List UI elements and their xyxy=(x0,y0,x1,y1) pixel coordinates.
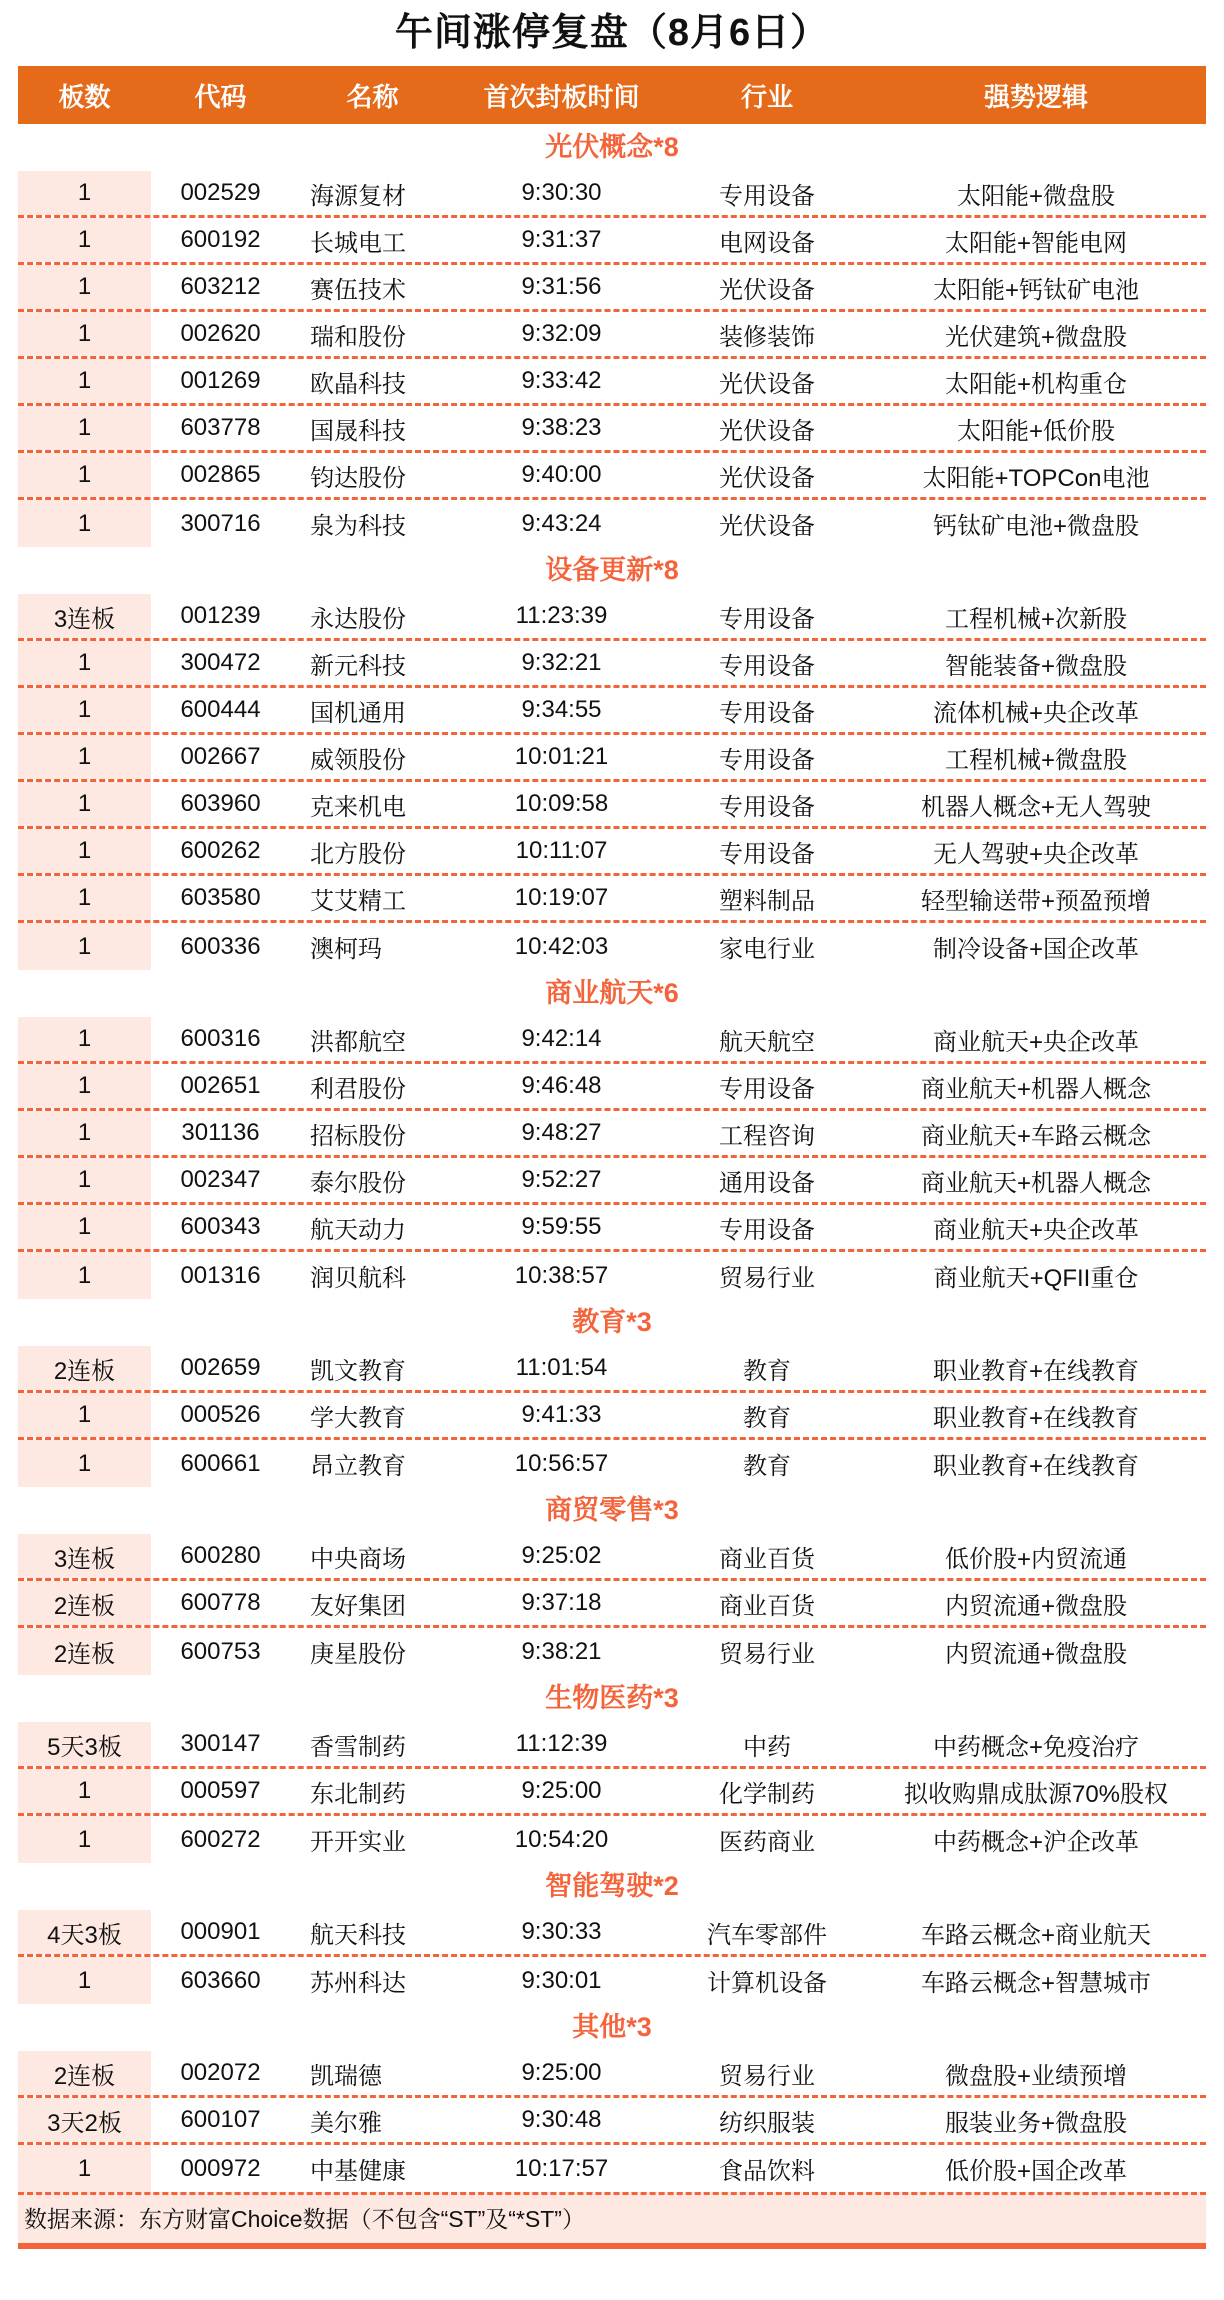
section-title: 其他*3 xyxy=(572,2012,652,2042)
cell-first-seal-time: 9:43:24 xyxy=(521,509,602,537)
cell-industry: 专用设备 xyxy=(719,840,815,868)
table-row xyxy=(18,876,1206,923)
cell-boards: 1 xyxy=(18,1957,151,2004)
cell-code: 001269 xyxy=(180,367,261,394)
cell-industry: 光伏设备 xyxy=(719,276,815,304)
cell-code: 002620 xyxy=(180,320,261,347)
cell-name: 昂立教育 xyxy=(310,1453,406,1480)
section-title: 光伏概念*8 xyxy=(545,132,679,162)
cell-code: 000597 xyxy=(180,1777,261,1804)
cell-industry: 光伏设备 xyxy=(719,370,815,398)
header-name: 名称 xyxy=(346,81,399,112)
table-row xyxy=(18,688,1206,735)
cell-logic: 太阳能+TOPCon电池 xyxy=(922,464,1150,492)
cell-industry: 教育 xyxy=(743,1453,791,1480)
cell-first-seal-time: 9:32:21 xyxy=(521,649,602,676)
cell-boards: 1 xyxy=(18,876,151,920)
cell-logic: 车路云概念+智慧城市 xyxy=(920,1970,1151,1997)
cell-name: 利君股份 xyxy=(310,1075,406,1103)
cell-boards: 1 xyxy=(18,359,151,403)
cell-logic: 制冷设备+国企改革 xyxy=(932,936,1139,963)
cell-name: 艾艾精工 xyxy=(310,887,406,915)
cell-boards: 1 xyxy=(18,688,151,732)
cell-logic: 职业教育+在线教育 xyxy=(932,1404,1139,1432)
cell-name: 招标股份 xyxy=(310,1122,406,1150)
table-row xyxy=(18,1158,1206,1205)
cell-first-seal-time: 10:11:07 xyxy=(515,837,608,864)
cell-boards: 1 xyxy=(18,829,151,873)
table-row xyxy=(18,1957,1206,2004)
cell-code: 600343 xyxy=(180,1213,261,1240)
table-row xyxy=(18,1816,1206,1863)
cell-logic: 内贸流通+微盘股 xyxy=(944,1592,1127,1620)
cell-industry: 专用设备 xyxy=(719,1075,815,1103)
cell-name: 克来机电 xyxy=(310,793,406,821)
cell-boards: 2连板 xyxy=(18,1581,151,1625)
cell-industry: 中药 xyxy=(743,1733,791,1761)
cell-code: 600262 xyxy=(180,837,261,864)
cell-code: 603580 xyxy=(180,884,261,911)
cell-industry: 商业百货 xyxy=(719,1592,815,1620)
cell-code: 603778 xyxy=(180,414,261,441)
cell-code: 300472 xyxy=(180,649,261,676)
cell-boards: 1 xyxy=(18,453,151,497)
table-row xyxy=(18,1581,1206,1628)
table-row xyxy=(18,500,1206,547)
cell-industry: 专用设备 xyxy=(719,746,815,774)
cell-boards: 2连板 xyxy=(18,1628,151,1675)
table-row xyxy=(18,594,1206,641)
cell-first-seal-time: 9:42:14 xyxy=(521,1025,602,1052)
cell-boards: 1 xyxy=(18,265,151,309)
cell-first-seal-time: 9:30:33 xyxy=(521,1918,602,1945)
cell-code: 002659 xyxy=(180,1354,261,1381)
cell-boards: 2连板 xyxy=(18,1346,151,1390)
cell-industry: 教育 xyxy=(743,1357,791,1385)
cell-industry: 通用设备 xyxy=(719,1169,815,1197)
cell-name: 洪都航空 xyxy=(310,1028,406,1056)
cell-name: 国晟科技 xyxy=(310,417,406,445)
cell-first-seal-time: 9:30:30 xyxy=(521,179,602,206)
cell-boards: 1 xyxy=(18,641,151,685)
table-row xyxy=(18,265,1206,312)
cell-first-seal-time: 9:32:09 xyxy=(521,320,602,347)
cell-code: 603212 xyxy=(180,273,261,300)
cell-first-seal-time: 10:09:58 xyxy=(514,790,609,817)
cell-industry: 商业百货 xyxy=(719,1545,815,1573)
cell-industry: 光伏设备 xyxy=(719,417,815,445)
cell-first-seal-time: 9:46:48 xyxy=(521,1072,602,1099)
cell-logic: 低价股+内贸流通 xyxy=(944,1545,1127,1573)
cell-boards: 1 xyxy=(18,1252,151,1299)
table-body xyxy=(18,124,1206,2192)
cell-logic: 车路云概念+商业航天 xyxy=(920,1921,1151,1949)
table-row xyxy=(18,2098,1206,2145)
cell-industry: 医药商业 xyxy=(719,1829,815,1856)
table-row xyxy=(18,735,1206,782)
cell-name: 凯瑞德 xyxy=(310,2062,382,2090)
cell-first-seal-time: 10:56:57 xyxy=(514,1449,609,1477)
cell-boards: 1 xyxy=(18,1393,151,1437)
cell-boards: 1 xyxy=(18,218,151,262)
cell-industry: 专用设备 xyxy=(719,699,815,727)
cell-code: 300716 xyxy=(180,509,261,537)
cell-logic: 商业航天+车路云概念 xyxy=(920,1122,1151,1150)
cell-code: 600192 xyxy=(180,226,261,253)
cell-name: 北方股份 xyxy=(310,840,406,868)
table-row xyxy=(18,1628,1206,1675)
cell-code: 000526 xyxy=(180,1401,261,1428)
cell-first-seal-time: 9:25:02 xyxy=(521,1542,602,1569)
header-code: 代码 xyxy=(194,81,247,112)
table-row xyxy=(18,1440,1206,1487)
table-row xyxy=(18,359,1206,406)
cell-industry: 航天航空 xyxy=(719,1028,815,1056)
header-first-seal-time: 首次封板时间 xyxy=(483,81,640,112)
cell-logic: 商业航天+央企改革 xyxy=(932,1028,1139,1056)
header-boards: 板数 xyxy=(58,81,111,112)
cell-logic: 流体机械+央企改革 xyxy=(932,699,1139,727)
cell-code: 000901 xyxy=(180,1918,261,1945)
cell-logic: 服装业务+微盘股 xyxy=(944,2109,1127,2137)
table-row xyxy=(18,312,1206,359)
cell-name: 航天科技 xyxy=(310,1921,406,1949)
cell-code: 600336 xyxy=(180,932,261,960)
cell-code: 301136 xyxy=(181,1119,260,1146)
cell-first-seal-time: 10:54:20 xyxy=(514,1825,609,1853)
cell-first-seal-time: 9:41:33 xyxy=(521,1401,602,1428)
table-row xyxy=(18,1064,1206,1111)
cell-name: 中央商场 xyxy=(310,1545,406,1573)
cell-code: 002667 xyxy=(180,743,261,770)
cell-boards: 1 xyxy=(18,1064,151,1108)
cell-boards: 1 xyxy=(18,735,151,779)
cell-boards: 1 xyxy=(18,406,151,450)
cell-first-seal-time: 9:59:55 xyxy=(521,1213,602,1240)
cell-industry: 工程咨询 xyxy=(719,1122,815,1150)
cell-industry: 贸易行业 xyxy=(719,2062,815,2090)
cell-boards: 4天3板 xyxy=(18,1910,151,1954)
page-title: 午间涨停复盘（8月6日） xyxy=(394,12,830,54)
cell-logic: 商业航天+机器人概念 xyxy=(920,1075,1151,1103)
cell-logic: 工程机械+微盘股 xyxy=(944,746,1127,774)
table-row xyxy=(18,641,1206,688)
cell-boards: 1 xyxy=(18,923,151,970)
section-title: 教育*3 xyxy=(572,1307,652,1337)
cell-logic: 太阳能+微盘股 xyxy=(956,182,1115,210)
cell-logic: 拟收购鼎成肽源70%股权 xyxy=(903,1780,1169,1808)
cell-first-seal-time: 11:01:54 xyxy=(515,1354,608,1381)
cell-boards: 3天2板 xyxy=(18,2098,151,2142)
cell-industry: 专用设备 xyxy=(719,182,815,210)
cell-name: 威领股份 xyxy=(310,746,406,774)
cell-logic: 商业航天+机器人概念 xyxy=(920,1169,1151,1197)
cell-name: 庚星股份 xyxy=(310,1641,406,1668)
cell-industry: 光伏设备 xyxy=(719,464,815,492)
cell-code: 600280 xyxy=(180,1542,261,1569)
cell-industry: 计算机设备 xyxy=(707,1970,827,1997)
cell-logic: 太阳能+机构重仓 xyxy=(944,370,1127,398)
cell-industry: 装修装饰 xyxy=(719,323,815,351)
cell-code: 603960 xyxy=(180,790,261,817)
table-row xyxy=(18,1722,1206,1769)
cell-code: 600444 xyxy=(180,696,261,723)
cell-name: 航天动力 xyxy=(310,1216,406,1244)
cell-code: 600107 xyxy=(180,2106,261,2133)
cell-logic: 微盘股+业绩预增 xyxy=(944,2062,1127,2090)
cell-boards: 1 xyxy=(18,1111,151,1155)
cell-logic: 机器人概念+无人驾驶 xyxy=(920,793,1151,821)
cell-boards: 5天3板 xyxy=(18,1722,151,1766)
cell-boards: 2连板 xyxy=(18,2051,151,2095)
cell-industry: 食品饮料 xyxy=(719,2158,815,2185)
cell-first-seal-time: 10:17:57 xyxy=(514,2154,609,2182)
cell-logic: 低价股+国企改革 xyxy=(944,2158,1127,2185)
section-title: 设备更新*8 xyxy=(545,555,679,585)
limit-up-table xyxy=(18,66,1206,2249)
table-row xyxy=(18,1769,1206,1816)
cell-logic: 光伏建筑+微盘股 xyxy=(944,323,1127,351)
cell-logic: 商业航天+央企改革 xyxy=(932,1216,1139,1244)
cell-logic: 商业航天+QFII重仓 xyxy=(933,1265,1139,1292)
cell-boards: 1 xyxy=(18,2145,151,2192)
table-row xyxy=(18,171,1206,218)
cell-first-seal-time: 11:23:39 xyxy=(515,602,608,629)
cell-name: 润贝航科 xyxy=(310,1265,406,1292)
cell-name: 欧晶科技 xyxy=(310,370,406,398)
cell-industry: 电网设备 xyxy=(719,229,815,257)
cell-industry: 家电行业 xyxy=(719,936,815,963)
cell-name: 泰尔股份 xyxy=(310,1169,406,1197)
table-row xyxy=(18,923,1206,970)
cell-code: 600661 xyxy=(180,1449,261,1477)
cell-first-seal-time: 9:38:23 xyxy=(521,414,602,441)
cell-industry: 专用设备 xyxy=(719,605,815,633)
cell-industry: 化学制药 xyxy=(719,1780,815,1808)
cell-name: 东北制药 xyxy=(310,1780,406,1808)
cell-industry: 汽车零部件 xyxy=(707,1921,827,1949)
cell-code: 600753 xyxy=(180,1637,261,1665)
cell-first-seal-time: 9:25:00 xyxy=(521,1777,602,1804)
table-row xyxy=(18,1205,1206,1252)
cell-boards: 3连板 xyxy=(18,594,151,638)
cell-first-seal-time: 10:42:03 xyxy=(514,932,609,960)
cell-industry: 专用设备 xyxy=(719,652,815,680)
cell-logic: 职业教育+在线教育 xyxy=(932,1453,1139,1480)
cell-first-seal-time: 9:38:21 xyxy=(521,1637,602,1665)
table-row xyxy=(18,2051,1206,2098)
header-logic: 强势逻辑 xyxy=(983,81,1088,112)
cell-name: 苏州科达 xyxy=(310,1970,406,1997)
cell-code: 000972 xyxy=(180,2154,261,2182)
table-row xyxy=(18,1346,1206,1393)
section-title: 生物医药*3 xyxy=(545,1683,679,1713)
cell-code: 600272 xyxy=(180,1825,261,1853)
cell-industry: 纺织服装 xyxy=(719,2109,815,2137)
cell-logic: 太阳能+钙钛矿电池 xyxy=(932,276,1139,304)
cell-boards: 1 xyxy=(18,1205,151,1249)
table-header xyxy=(18,66,1206,124)
cell-logic: 内贸流通+微盘股 xyxy=(944,1641,1127,1668)
table-row xyxy=(18,1910,1206,1957)
table-row xyxy=(18,2145,1206,2192)
cell-name: 香雪制药 xyxy=(310,1733,406,1761)
table-row xyxy=(18,1252,1206,1299)
cell-boards: 1 xyxy=(18,171,151,215)
data-source-note: 数据来源：东方财富Choice数据（不包含“ST”及“*ST”） xyxy=(18,2192,1206,2249)
cell-name: 赛伍技术 xyxy=(310,276,406,304)
cell-code: 600316 xyxy=(180,1025,261,1052)
cell-first-seal-time: 9:31:56 xyxy=(521,273,602,300)
cell-boards: 3连板 xyxy=(18,1534,151,1578)
cell-first-seal-time: 9:52:27 xyxy=(521,1166,602,1193)
cell-boards: 1 xyxy=(18,1017,151,1061)
cell-code: 603660 xyxy=(180,1966,261,1994)
cell-logic: 钙钛矿电池+微盘股 xyxy=(932,513,1139,540)
cell-first-seal-time: 9:33:42 xyxy=(521,367,602,394)
cell-code: 300147 xyxy=(180,1730,261,1757)
cell-first-seal-time: 10:01:21 xyxy=(514,743,609,770)
cell-name: 海源复材 xyxy=(310,182,406,210)
cell-logic: 轻型输送带+预盈预增 xyxy=(920,887,1151,915)
cell-first-seal-time: 9:30:48 xyxy=(521,2106,602,2133)
table-row xyxy=(18,829,1206,876)
cell-logic: 太阳能+智能电网 xyxy=(944,229,1127,257)
cell-first-seal-time: 9:34:55 xyxy=(521,696,602,723)
cell-first-seal-time: 9:31:37 xyxy=(521,226,602,253)
cell-name: 长城电工 xyxy=(310,229,406,257)
cell-code: 002865 xyxy=(180,461,261,488)
table-row xyxy=(18,218,1206,265)
cell-name: 美尔雅 xyxy=(310,2109,382,2137)
cell-boards: 1 xyxy=(18,1816,151,1863)
cell-logic: 职业教育+在线教育 xyxy=(932,1357,1139,1385)
table-row xyxy=(18,782,1206,829)
cell-name: 澳柯玛 xyxy=(310,936,382,963)
cell-first-seal-time: 9:25:00 xyxy=(521,2059,602,2086)
cell-first-seal-time: 9:40:00 xyxy=(521,461,602,488)
cell-code: 600778 xyxy=(180,1589,261,1616)
cell-industry: 塑料制品 xyxy=(719,887,815,915)
cell-logic: 中药概念+免疫治疗 xyxy=(932,1733,1139,1761)
section-title: 商贸零售*3 xyxy=(545,1495,679,1525)
cell-boards: 1 xyxy=(18,1158,151,1202)
cell-name: 友好集团 xyxy=(310,1592,406,1620)
cell-industry: 专用设备 xyxy=(719,793,815,821)
cell-boards: 1 xyxy=(18,1769,151,1813)
cell-name: 泉为科技 xyxy=(310,513,406,540)
table-row xyxy=(18,406,1206,453)
table-row xyxy=(18,1111,1206,1158)
cell-name: 钧达股份 xyxy=(310,464,406,492)
cell-industry: 贸易行业 xyxy=(719,1641,815,1668)
cell-code: 002651 xyxy=(180,1072,261,1099)
cell-boards: 1 xyxy=(18,1440,151,1487)
section-title: 智能驾驶*2 xyxy=(545,1871,679,1901)
cell-code: 002347 xyxy=(180,1166,261,1193)
cell-boards: 1 xyxy=(18,312,151,356)
table-row xyxy=(18,453,1206,500)
cell-name: 新元科技 xyxy=(310,652,406,680)
cell-boards: 1 xyxy=(18,782,151,826)
cell-logic: 智能装备+微盘股 xyxy=(944,652,1127,680)
cell-first-seal-time: 9:37:18 xyxy=(521,1589,602,1616)
cell-logic: 工程机械+次新股 xyxy=(944,605,1127,633)
cell-name: 中基健康 xyxy=(310,2158,406,2185)
cell-logic: 太阳能+低价股 xyxy=(956,417,1115,445)
cell-code: 001316 xyxy=(180,1261,261,1289)
cell-industry: 光伏设备 xyxy=(719,513,815,540)
cell-first-seal-time: 10:38:57 xyxy=(514,1261,609,1289)
cell-logic: 无人驾驶+央企改革 xyxy=(932,840,1139,868)
cell-industry: 专用设备 xyxy=(719,1216,815,1244)
cell-name: 永达股份 xyxy=(310,605,406,633)
cell-industry: 教育 xyxy=(743,1404,791,1432)
cell-industry: 贸易行业 xyxy=(719,1265,815,1292)
cell-logic: 中药概念+沪企改革 xyxy=(932,1829,1139,1856)
table-row xyxy=(18,1017,1206,1064)
cell-boards: 1 xyxy=(18,500,151,547)
cell-code: 002529 xyxy=(180,179,261,206)
table-row xyxy=(18,1393,1206,1440)
cell-code: 002072 xyxy=(180,2059,261,2086)
cell-name: 凯文教育 xyxy=(310,1357,406,1385)
cell-name: 瑞和股份 xyxy=(310,323,406,351)
header-industry: 行业 xyxy=(740,81,793,112)
cell-name: 开开实业 xyxy=(310,1829,406,1856)
cell-name: 学大教育 xyxy=(310,1404,406,1432)
cell-first-seal-time: 9:48:27 xyxy=(521,1119,602,1146)
cell-code: 001239 xyxy=(180,602,261,629)
cell-first-seal-time: 11:12:39 xyxy=(515,1730,608,1757)
table-row xyxy=(18,1534,1206,1581)
cell-name: 国机通用 xyxy=(310,699,406,727)
cell-first-seal-time: 10:19:07 xyxy=(514,884,609,911)
section-title: 商业航天*6 xyxy=(545,978,679,1008)
cell-first-seal-time: 9:30:01 xyxy=(521,1966,602,1994)
